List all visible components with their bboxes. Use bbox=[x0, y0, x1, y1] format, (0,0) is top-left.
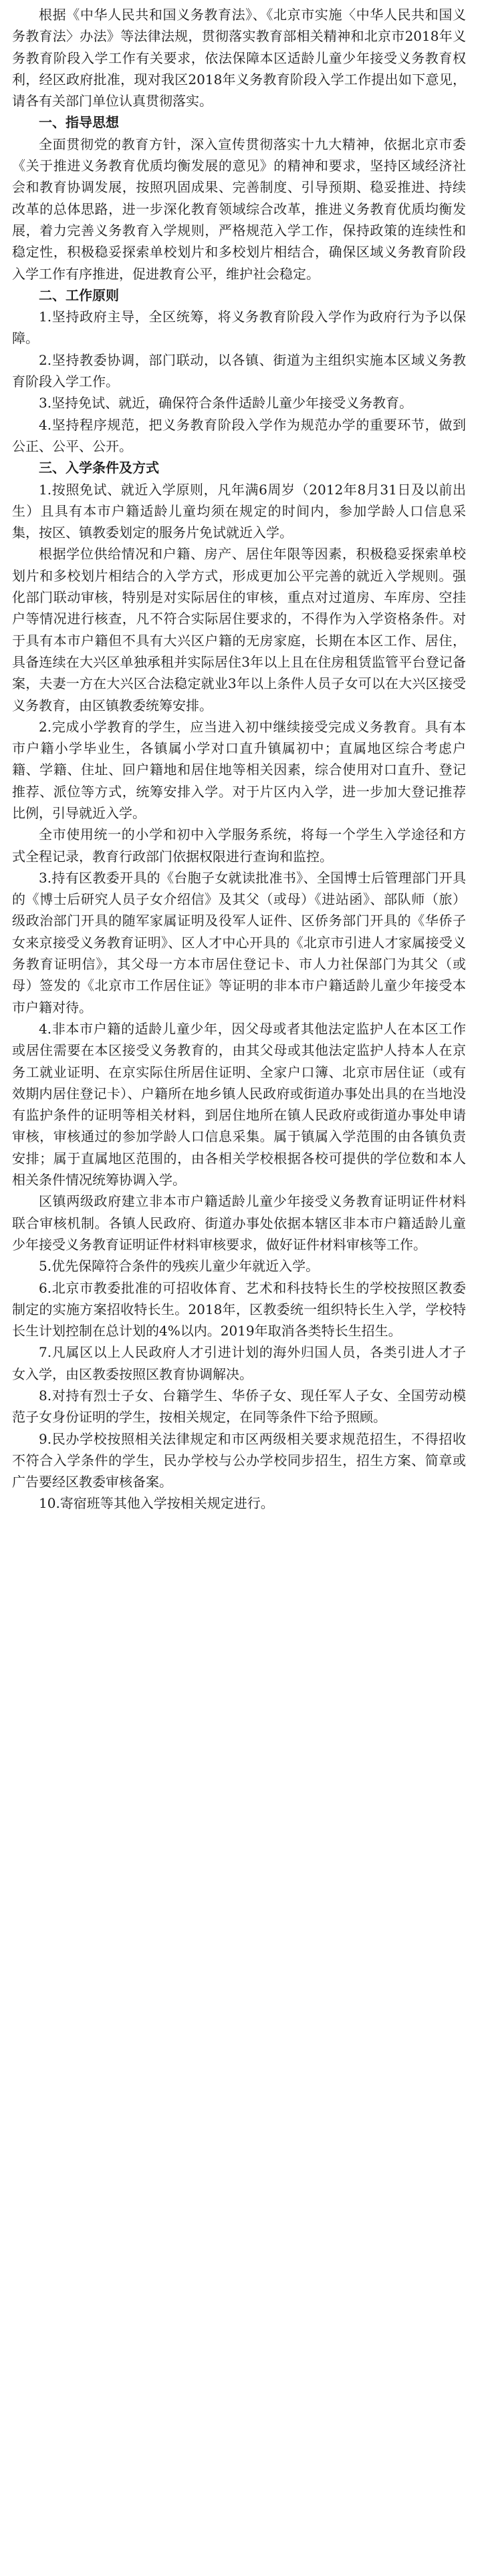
section-paragraph: 6.北京市教委批准的可招收体育、艺术和科技特长生的学校按照区教委制定的实施方案招收特长生。2018年，区教委统一组织特长生入学，学校特长生计划控制在总计划的4%以内。2019年取消各类特长生招生。 bbox=[12, 1279, 466, 1339]
section-paragraph: 4.非本市户籍的适龄儿童少年，因父母或者其他法定监护人在本区工作或居住需要在本区接受义务教育的，由其父母或其他法定监护人持本人在京务工就业证明、在京实际住所居住证明、全家户口簿、北京市居住证（或有效期内居住登记卡）、户籍所在地乡镇人民政府或街道办事处出具的在当地没有监护条件的证明等相关材料，到居住地所在镇人民政府或街道办事处申请审核，审核通过的参加学龄人口信息采集。属于镇属入学范围的由各镇负责安排；属于直属地区范围的，由各相关学校根据各校可提供的学位数和本人相关条件情况统筹协调入学。 bbox=[12, 1020, 466, 1188]
section-paragraph: 9.民办学校按照相关法律规定和市区两级相关要求规范招生，不得招收不符合入学条件的学生，民办学校与公办学校同步招生，招生方案、简章或广告要经区教委审核备案。 bbox=[12, 1430, 466, 1490]
intro-paragraph: 根据《中华人民共和国义务教育法》、《北京市实施〈中华人民共和国义务教育法〉办法》等法律法规，贯彻落实教育部相关精神和北京市2018年义务教育阶段入学工作有关要求，依法保障本区适龄儿童少年接受义务教育权利，经区政府批准，现对我区2018年义务教育阶段入学工作提出如下意见，请各有关部门单位认真贯彻落实。 bbox=[12, 7, 466, 110]
section-paragraph: 全市使用统一的小学和初中入学服务系统，将每一个学生入学途径和方式全程记录，教育行政部门依据权限进行查询和监控。 bbox=[12, 826, 466, 864]
section-paragraph: 根据学位供给情况和户籍、房产、居住年限等因素，积极稳妥探索单校划片和多校划片相结合的入学方式，形成更加公平完善的就近入学规则。强化部门联动审核，特别是对实际居住的审核，重点对过道房、车库房、空挂户等情况进行核查，凡不符合实际居住要求的，不得作为入学资格条件。对于具有本市户籍但不具有大兴区户籍的无房家庭，长期在本区工作、居住，具备连续在大兴区单独承租并实际居住3年以上且在住房租赁监管平台登记备案，夫妻一方在大兴区合法稳定就业3年以上条件人员子女可以在大兴区接受义务教育，由区镇教委统筹安排。 bbox=[12, 546, 466, 713]
section-paragraph: 8.对持有烈士子女、台籍学生、华侨子女、现任军人子女、全国劳动模范子女身份证明的学生，按相关规定，在同等条件下给予照顾。 bbox=[12, 1388, 466, 1426]
section-paragraph: 2.完成小学教育的学生，应当进入初中继续接受完成义务教育。具有本市户籍小学毕业生，各镇属小学对口直升镇属初中；直属地区综合考虑户籍、学籍、住址、回户籍地和居住地等相关因素，综合使用对口直升、登记推荐、派位等方式，统筹安排入学。对于片区内入学，进一步加大登记推荐比例，引导就近入学。 bbox=[12, 718, 466, 821]
section-paragraph: 区镇两级政府建立非本市户籍适龄儿童少年接受义务教育证明证件材料联合审核机制。各镇人民政府、街道办事处依据本辖区非本市户籍适龄儿童少年接受义务教育证明证件材料审核要求，做好证件材料审核等工作。 bbox=[12, 1193, 466, 1253]
section-paragraph: 7.凡属区以上人民政府人才引进计划的海外归国人员，各类引进人才子女入学，由区教委按照区教育协调解决。 bbox=[12, 1344, 466, 1382]
section-heading-guiding-ideology: 一、指导思想 bbox=[39, 114, 119, 131]
section-paragraph: 全面贯彻党的教育方针，深入宣传贯彻落实十九大精神，依据北京市委《关于推进义务教育优质均衡发展的意见》的精神和要求，坚持区域经济社会和教育协调发展，按照巩固成果、完善制度、引导预期、稳妥推进、持续改革的总体思路，进一步深化教育领域综合改革，推进义务教育优质均衡发展，着力完善义务教育入学规则，严格规范入学工作，保持政策的连续性和稳定性，积极稳妥探索单校划片和多校划片相结合，确保区域义务教育阶段入学工作有序推进，促进教育公平，维护社会稳定。 bbox=[12, 136, 466, 282]
section-paragraph: 4.坚持程序规范，把义务教育阶段入学作为规范办学的重要环节，做到公正、公平、公开。 bbox=[12, 416, 466, 454]
section-heading-working-principles: 二、工作原则 bbox=[39, 287, 119, 303]
section-paragraph: 1.坚持政府主导，全区统筹，将义务教育阶段入学作为政府行为予以保障。 bbox=[12, 309, 466, 347]
section-heading-enrollment-conditions: 三、入学条件及方式 bbox=[39, 460, 159, 476]
section-paragraph: 3.持有区教委开具的《台胞子女就读批准书》、全国博士后管理部门开具的《博士后研究人员子女介绍信》及其父（或母）《进站函》、部队师（旅）级政治部门开具的随军家属证明及役军人证件、区侨务部门开具的《华侨子女来京接受义务教育证明》、区人才中心开具的《北京市引进人才家属接受义务教育证明信》，其父母一方本市居住登记卡、市人力社保部门为其父（或母）签发的《北京市工作居住证》等证明的非本市户籍适龄儿童少年接受本市户籍对待。 bbox=[12, 869, 466, 1015]
section-paragraph: 3.坚持免试、就近，确保符合条件适龄儿童少年接受义务教育。 bbox=[39, 395, 413, 412]
section-paragraph: 2.坚持教委协调，部门联动，以各镇、街道为主组织实施本区域义务教育阶段入学工作。 bbox=[12, 351, 466, 390]
section-paragraph: 1.按照免试、就近入学原则，凡年满6周岁（2012年8月31日及以前出生）且具有本市户籍适龄儿童均须在规定的时间内，参加学龄人口信息采集，按区、镇教委划定的服务片免试就近入学。 bbox=[12, 481, 466, 541]
section-paragraph: 5.优先保障符合条件的残疾儿童少年就近入学。 bbox=[39, 1258, 320, 1275]
section-paragraph: 10.寄宿班等其他入学按相关规定进行。 bbox=[39, 1495, 274, 1512]
